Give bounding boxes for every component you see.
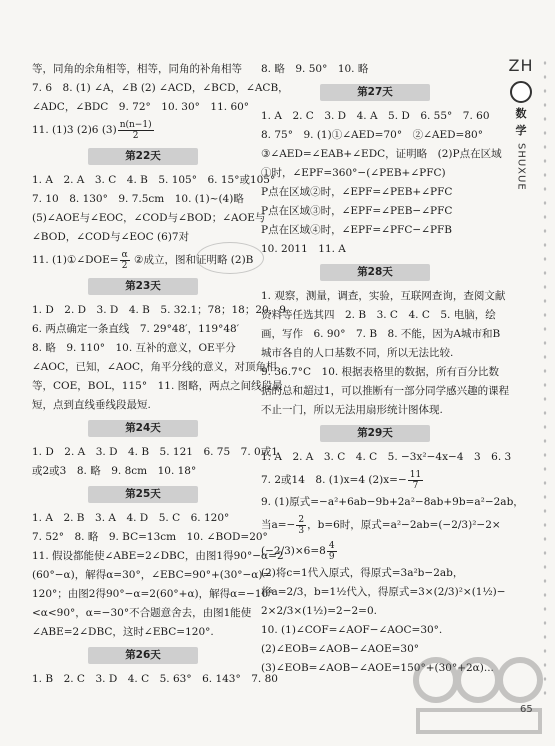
day-header-29: 第29天 xyxy=(320,425,430,442)
left-column xyxy=(32,60,289,689)
answer-line: 1. A 2. A 3. C 4. B 5. 105° 6. 15°或105° xyxy=(32,174,276,186)
answer-line: <α<90°，α=−30°不合题意舍去，由图1能使 xyxy=(32,607,252,619)
answer-line: 1. D 2. A 3. D 4. B 5. 121 6. 75 7. 0或1 xyxy=(32,446,278,458)
answer-line: ③∠AED=∠EAB+∠EDC，证明略 (2)P点在区域 xyxy=(261,148,502,160)
answer-line: 1. B 2. C 3. D 4. C 5. 63° 6. 143° 7. 80 xyxy=(32,673,278,685)
fraction: $\frac{11}{7}$ xyxy=(409,469,422,491)
answer-line: 资料等任选其四 2. B 3. C 4. C 5. 电脑，绘 xyxy=(261,309,496,321)
answer-line: 7. 6 8. (1) ∠A，∠B (2) ∠ACD，∠BCD，∠ACB， xyxy=(32,82,289,94)
answer-line: 9. 36.7°C 10. 根据表格里的数据，所有百分比数 xyxy=(261,366,500,378)
answer-line: 10. (1)∠COF=∠AOF−∠AOC=30°. xyxy=(261,624,443,636)
day-header-25: 第25天 xyxy=(88,486,198,503)
answer-line: 或2或3 8. 略 9. 8cm 10. 18° xyxy=(32,465,197,477)
answer-line: P点在区域②时，∠EPF=∠PEB+∠PFC xyxy=(261,186,453,198)
answer-line: 120°；由图2得90°−α=2(60°+α)，解得α=−10° xyxy=(32,588,274,600)
answer-line: 9. (1)原式=−a²+6ab−9b+2a²−8ab+9b=a²−2ab， xyxy=(261,496,524,508)
answer-line: ∠ADC，∠BDC 9. 72° 10. 30° 11. 60° xyxy=(32,101,250,113)
page-number: 65 xyxy=(520,704,533,715)
side-tab xyxy=(506,56,536,356)
day-header-28: 第28天 xyxy=(320,264,430,281)
day-header-24: 第24天 xyxy=(88,420,198,437)
fraction: $\frac{\alpha}{2}$ xyxy=(121,249,128,271)
fraction: $\frac{4}{9}$ xyxy=(328,540,335,562)
answer-line: 不止一门，所以无法用扇形统计图体现. xyxy=(261,404,443,416)
answer-line: 等，COE，BOL，115° 11. 图略，两点之间线段最 xyxy=(32,380,283,392)
answer-line: (60°−α)，解得α=30°，∠EBC=90°+(30°−α)= xyxy=(32,569,272,581)
answer-line: 8. 略 9. 50° 10. 略 xyxy=(261,63,369,75)
day-header-26: 第26天 xyxy=(88,647,198,664)
answer-line-fraction: 当a=− $\frac{2}{3}$ ，b=6时，原式=a²−2ab=(−2/3)²−2× xyxy=(261,514,501,536)
answer-line-fraction: (−2/3)×6=8 $\frac{4}{9}$ xyxy=(261,540,335,562)
series-code: ZH xyxy=(508,56,534,75)
answer-line: 城市各自的人口基数不同，所以无法比较. xyxy=(261,347,454,359)
answer-line: ∠ABE=2∠DBC，这时∠EBC=120°. xyxy=(32,626,214,638)
answer-line: 1. 观察，测量，调查，实验，互联网查询，查阅文献 xyxy=(261,290,506,302)
answer-line-fraction: 11. (1)3 (2)6 (3) $\frac{n(n-1)}{2}$ xyxy=(32,119,152,141)
answer-line-fraction: 11. (1)①∠DOE= $\frac{\alpha}{2}$ ②成立，图和证明略 (2)B xyxy=(32,249,254,271)
answer-line: 1. A 2. A 3. C 4. C 5. −3x²−4x−4 3 6. 3 xyxy=(261,451,512,463)
answer-line: (3)∠EOB=∠AOB−∠AOE=150°+(30°+2α)... xyxy=(261,662,494,674)
answer-line: 7. 52° 8. 略 9. BC=13cm 10. ∠BOD=20° xyxy=(32,531,268,543)
answer-line: ∠BOD，∠COD与∠EOC (6)7对 xyxy=(32,231,190,243)
answer-line: 2×2/3×(1½)=2−2=0. xyxy=(261,605,377,617)
answer-line: ①时，∠EPF=360°−(∠PEB+∠PFC) xyxy=(261,167,446,179)
answer-line: 1. D 2. D 3. D 4. B 5. 32.1；78；18；20，9 xyxy=(32,304,286,316)
logo-icon xyxy=(510,81,532,103)
fraction: $\frac{n(n-1)}{2}$ xyxy=(119,119,152,141)
answer-line: 6. 两点确定一条直线 7. 29°48′，119°48′ xyxy=(32,323,240,335)
answer-line: 1. A 2. B 3. A 4. D 5. C 6. 120° xyxy=(32,512,230,524)
day-header-27: 第27天 xyxy=(320,84,430,101)
day-header-22: 第22天 xyxy=(88,148,198,165)
answer-line: 7. 10 8. 130° 9. 7.5cm 10. (1)~(4)略 xyxy=(32,193,244,205)
answer-line: 短，点到直线垂线段最短. xyxy=(32,399,151,411)
answer-line: 11. 假设都能使∠ABE=2∠DBC，由图1得90°−α=2 xyxy=(32,550,284,562)
answer-line-fraction: 7. 2或14 8. (1)x=4 (2)x=− $\frac{11}{7}$ xyxy=(261,469,422,491)
answer-line: (2)∠EOB=∠AOB−∠AOE=30° xyxy=(261,643,420,655)
subject-char: 数 xyxy=(515,107,527,120)
answer-line: P点在区域④时，∠EPF=∠PFC−∠PFB xyxy=(261,224,453,236)
subject-char: 学 xyxy=(515,124,527,137)
day-header-23: 第23天 xyxy=(88,278,198,295)
answer-line: (5)∠AOE与∠EOC，∠COD与∠BOD；∠AOE与 xyxy=(32,212,266,224)
answer-line: 等，同角的余角相等，相等，同角的补角相等 xyxy=(32,63,242,75)
decorative-dots xyxy=(540,56,550,696)
answer-line: 8. 略 9. 110° 10. 互补的意义，OE平分 xyxy=(32,342,236,354)
fraction: $\frac{2}{3}$ xyxy=(298,514,305,536)
answer-line: ∠AOC，已知，∠AOC，角平分线的意义，对顶角相 xyxy=(32,361,277,373)
answer-line: (2)将c=1代入原式，得原式=3a²b−2ab， xyxy=(261,567,464,579)
answer-line: 8. 75° 9. (1)①∠AED=70° ②∠AED=80° xyxy=(261,129,483,141)
answer-line: 将a=2/3，b=1½代入，得原式=3×(2/3)²×(1½)− xyxy=(261,586,506,598)
answer-line: 画，写作 6. 90° 7. B 8. 不能，因为A城市和B xyxy=(261,328,501,340)
stamp-watermark-icon xyxy=(196,242,264,274)
answer-line: 10. 2011 11. A xyxy=(261,243,346,255)
subject-pinyin: SHUXUE xyxy=(515,143,527,191)
watermark-logo-icon xyxy=(408,650,548,740)
answer-line: 1. A 2. C 3. D 4. A 5. D 6. 55° 7. 60 xyxy=(261,110,490,122)
answer-line: 据的总和超过1，可以推断有一部分同学感兴趣的课程 xyxy=(261,385,510,397)
answer-line: P点在区域③时，∠EPF=∠PEB−∠PFC xyxy=(261,205,453,217)
